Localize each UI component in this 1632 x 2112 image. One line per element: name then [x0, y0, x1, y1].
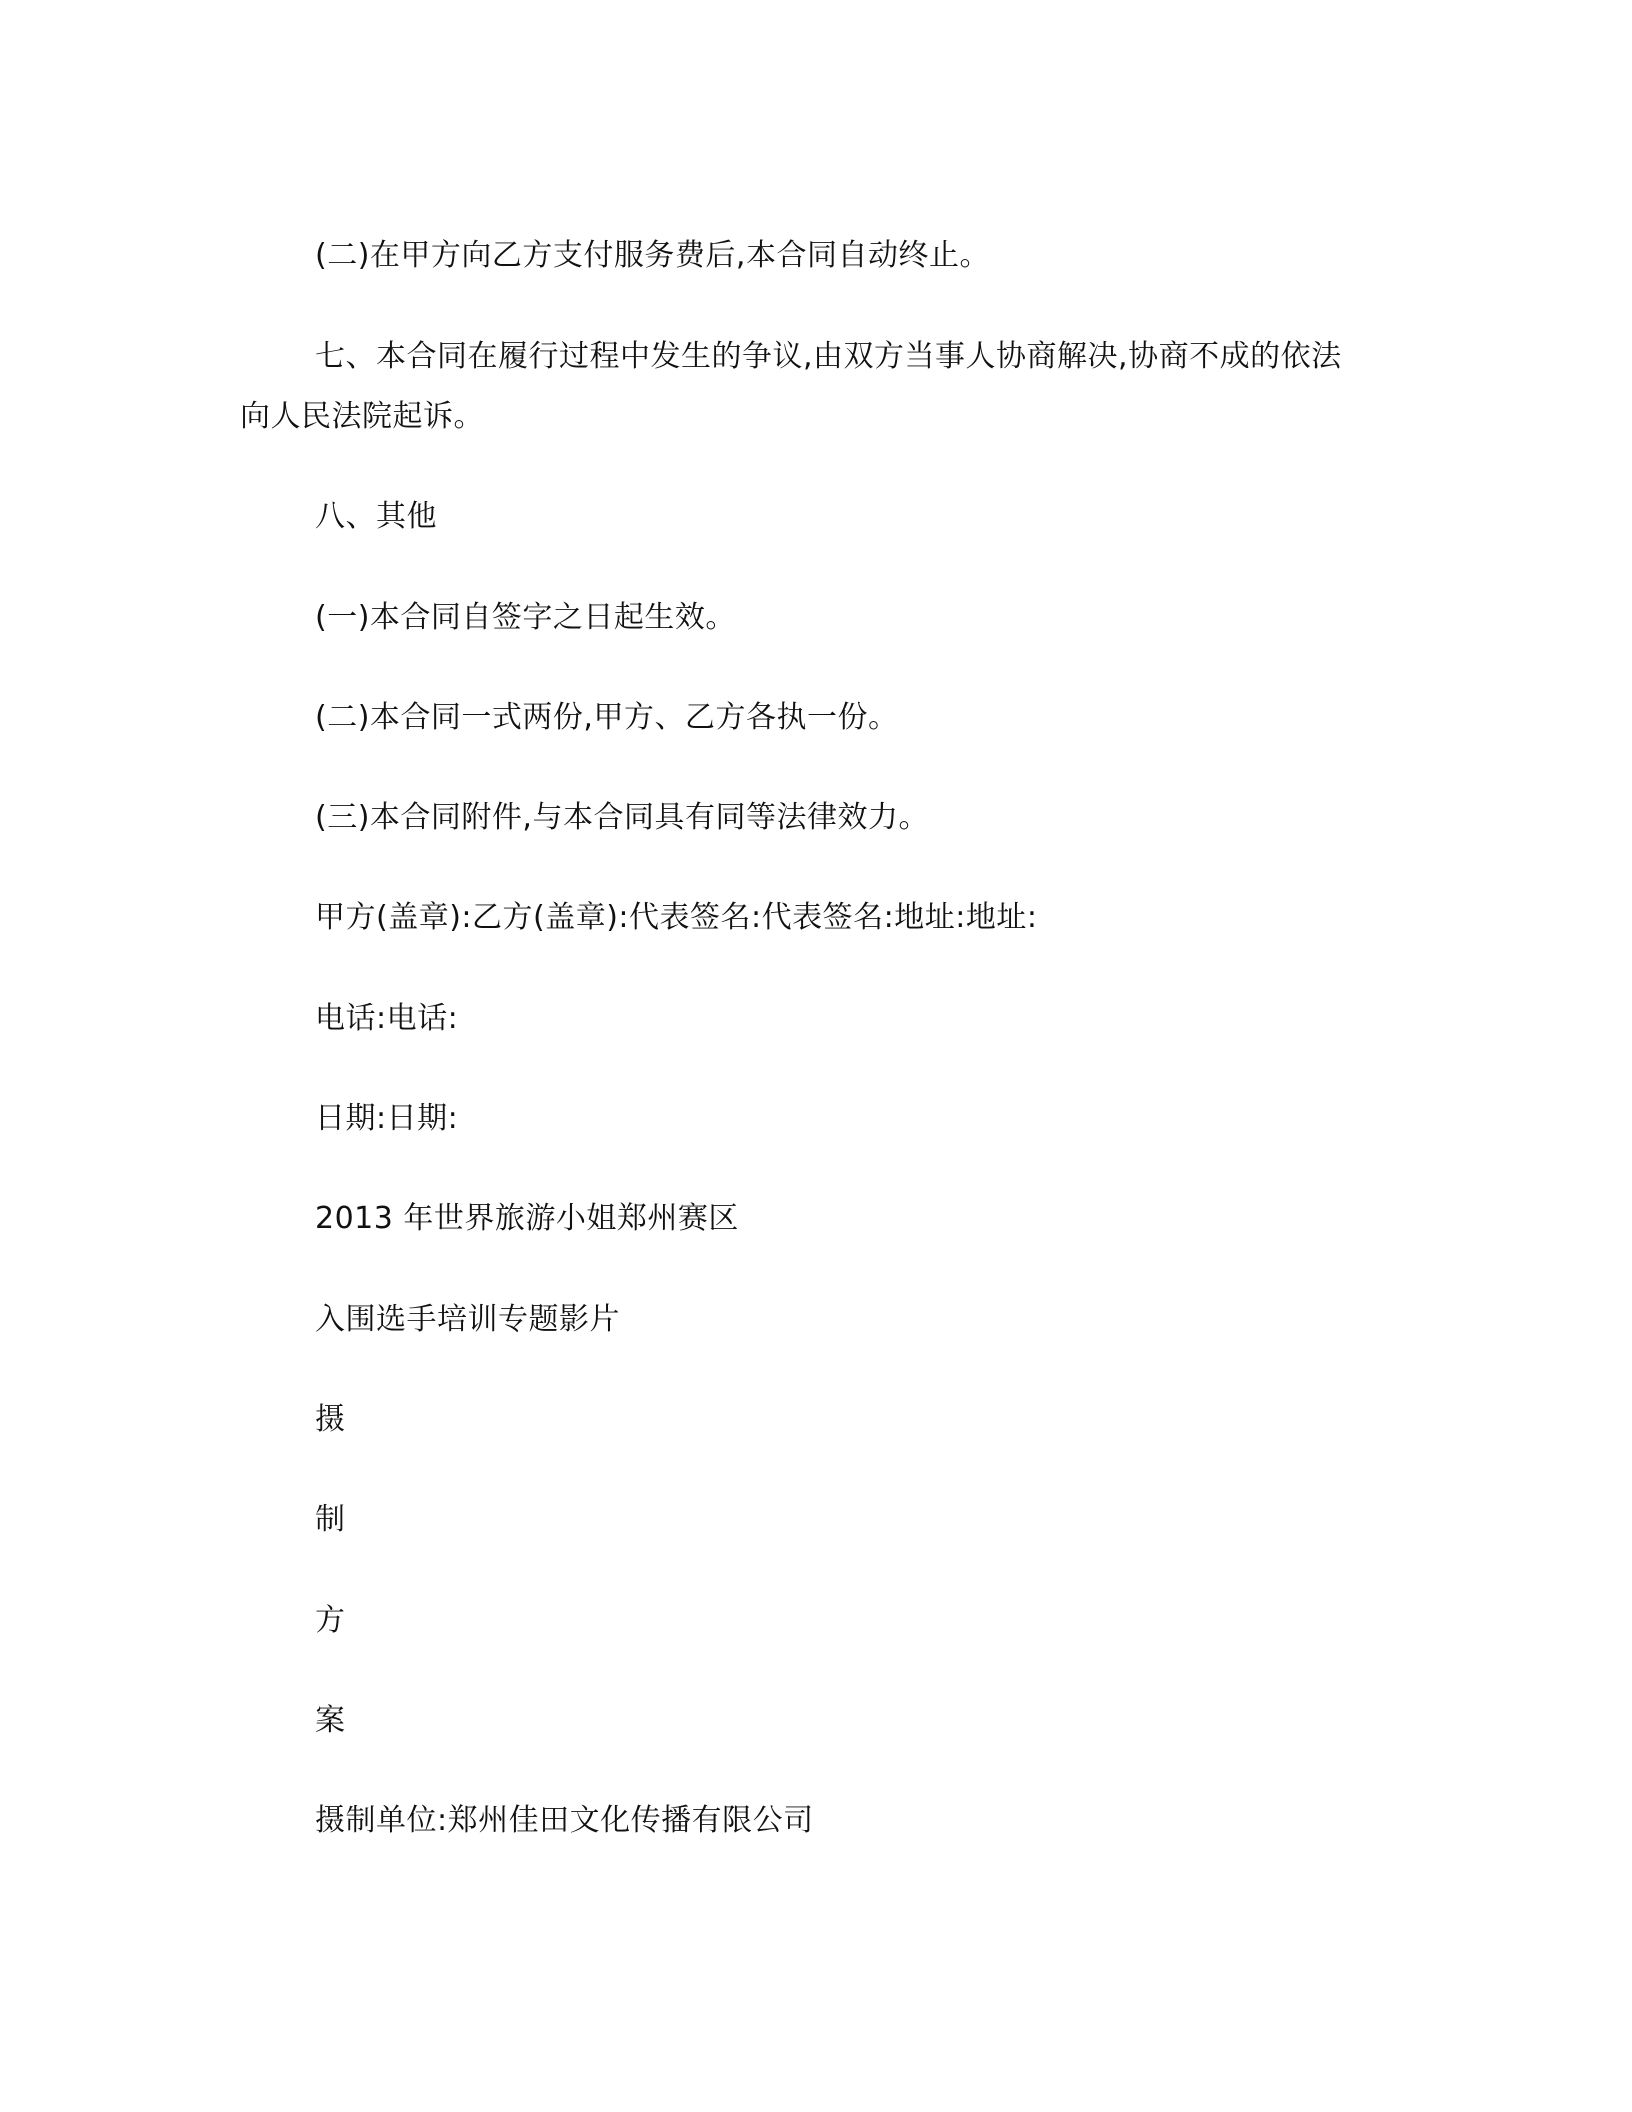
proposal-title-1: 2013 年世界旅游小姐郑州赛区 [315, 1201, 739, 1236]
clause-8-1: (一)本合同自签字之日起生效。 [315, 600, 736, 635]
date-line: 日期:日期: [315, 1101, 459, 1136]
production-company: 摄制单位:郑州佳田文化传播有限公司 [315, 1803, 814, 1838]
vertical-char-4: 案 [315, 1703, 346, 1738]
clause-8-heading: 八、其他 [315, 499, 437, 534]
vertical-char-1: 摄 [315, 1402, 346, 1437]
phone-line: 电话:电话: [315, 1001, 459, 1036]
clause-7-continued: 向人民法院起诉。 [240, 399, 484, 434]
proposal-title-2: 入围选手培训专题影片 [315, 1302, 620, 1337]
clause-8-3: (三)本合同附件,与本合同具有同等法律效力。 [315, 800, 929, 835]
clause-8-2: (二)本合同一式两份,甲方、乙方各执一份。 [315, 700, 899, 735]
vertical-char-3: 方 [315, 1603, 346, 1638]
signature-block: 甲方(盖章):乙方(盖章):代表签名:代表签名:地址:地址: [315, 900, 1038, 935]
clause-6-2: (二)在甲方向乙方支付服务费后,本合同自动终止。 [315, 238, 990, 273]
vertical-char-2: 制 [315, 1502, 346, 1537]
clause-7: 七、本合同在履行过程中发生的争议,由双方当事人协商解决,协商不成的依法 [315, 339, 1342, 374]
